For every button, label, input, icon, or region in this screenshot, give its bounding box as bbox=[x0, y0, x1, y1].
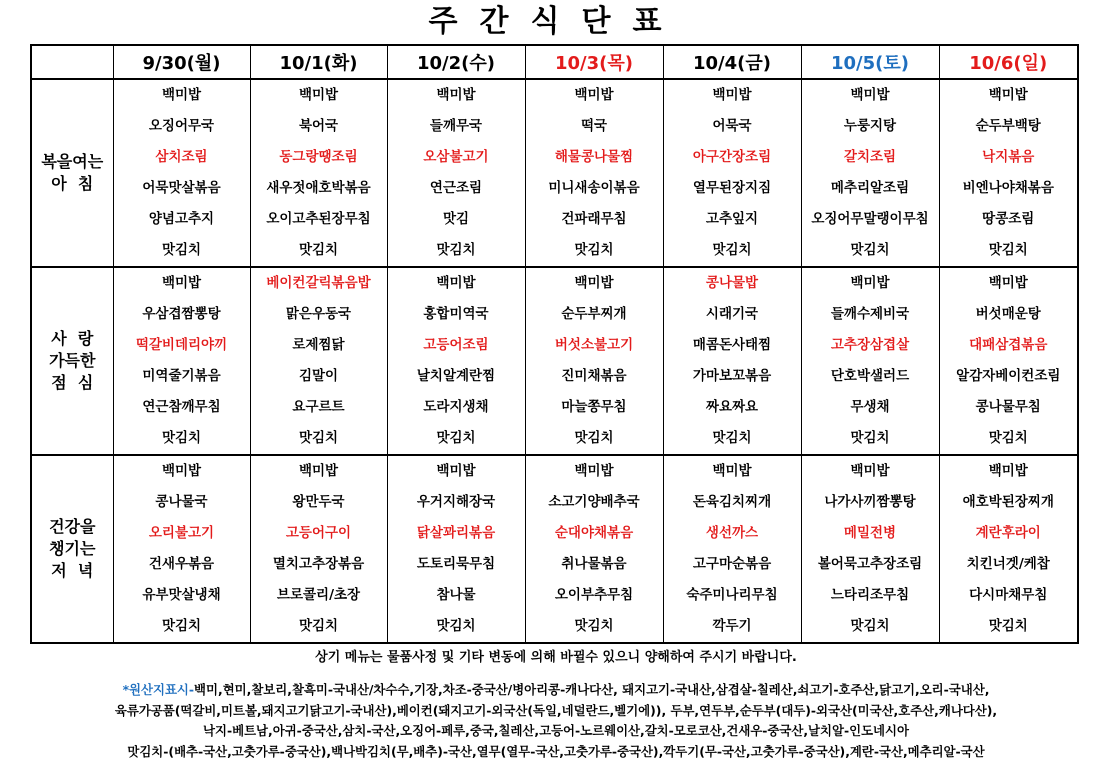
menu-row bbox=[31, 79, 1078, 111]
menu-item: 가마보꼬볶음 bbox=[663, 361, 801, 392]
menu-item: 맛김 bbox=[387, 204, 525, 235]
menu-item: 나가사끼짬뽕탕 bbox=[801, 487, 939, 518]
menu-item: 도라지생채 bbox=[387, 392, 525, 423]
menu-row bbox=[31, 611, 1078, 643]
menu-item: 떡국 bbox=[525, 111, 663, 142]
menu-item: 메추리알조림 bbox=[801, 173, 939, 204]
menu-row bbox=[31, 455, 1078, 487]
menu-item: 오이부추무침 bbox=[525, 580, 663, 611]
menu-item: 우삼겹짬뽕탕 bbox=[113, 299, 250, 330]
menu-item: 백미밥 bbox=[663, 455, 801, 487]
menu-item: 백미밥 bbox=[939, 455, 1078, 487]
menu-item: 어묵국 bbox=[663, 111, 801, 142]
menu-item: 맛김치 bbox=[939, 611, 1078, 643]
menu-item: 날치알계란찜 bbox=[387, 361, 525, 392]
menu-item: 돈육김치찌개 bbox=[663, 487, 801, 518]
day-header: 10/6(일) bbox=[939, 45, 1078, 79]
origin-line bbox=[10, 680, 1102, 701]
menu-item: 베이컨갈릭볶음밥 bbox=[250, 267, 387, 299]
meal-label-line: 복을여는 bbox=[41, 152, 104, 171]
day-header: 10/5(토) bbox=[801, 45, 939, 79]
menu-item: 백미밥 bbox=[939, 267, 1078, 299]
menu-item: 들깨수제비국 bbox=[801, 299, 939, 330]
menu-item: 단호박샐러드 bbox=[801, 361, 939, 392]
menu-item: 맛김치 bbox=[250, 423, 387, 455]
menu-item: 진미채볶음 bbox=[525, 361, 663, 392]
menu-item: 버섯매운탕 bbox=[939, 299, 1078, 330]
origin-line: 맛김치-(배추-국산,고춧가루-중국산),백나박김치(무,배추)-국산,열무(열무-국산,고춧가루-중국산),깍두기(무-국산,고춧가루-중국산),계란-국산,메추리알-국산 bbox=[127, 743, 985, 759]
menu-row bbox=[31, 361, 1078, 392]
menu-item: 연근참깨무침 bbox=[113, 392, 250, 423]
menu-item: 우거지해장국 bbox=[387, 487, 525, 518]
menu-item: 요구르트 bbox=[250, 392, 387, 423]
menu-row bbox=[31, 111, 1078, 142]
menu-item: 치킨너겟/케찹 bbox=[939, 549, 1078, 580]
menu-item: 계란후라이 bbox=[939, 518, 1078, 549]
day-header: 10/4(금) bbox=[663, 45, 801, 79]
menu-item: 짜요짜요 bbox=[663, 392, 801, 423]
menu-item: 맛김치 bbox=[387, 423, 525, 455]
menu-item: 맛김치 bbox=[663, 235, 801, 267]
page-title: 주간식단표 bbox=[428, 4, 684, 39]
menu-item: 건파래무침 bbox=[525, 204, 663, 235]
meal-label-line: 건강을 bbox=[49, 517, 96, 536]
menu-item: 북어국 bbox=[250, 111, 387, 142]
menu-item: 깍두기 bbox=[663, 611, 801, 643]
menu-item: 애호박된장찌개 bbox=[939, 487, 1078, 518]
menu-row bbox=[31, 173, 1078, 204]
menu-item: 동그랑땡조림 bbox=[250, 142, 387, 173]
menu-item: 백미밥 bbox=[525, 79, 663, 111]
menu-item: 미니새송이볶음 bbox=[525, 173, 663, 204]
meal-label bbox=[31, 79, 113, 267]
menu-item: 숙주미나리무침 bbox=[663, 580, 801, 611]
menu-item: 어묵맛살볶음 bbox=[113, 173, 250, 204]
meal-label-line: 가득한 bbox=[49, 351, 96, 370]
menu-item: 아구간장조림 bbox=[663, 142, 801, 173]
menu-item: 소고기양배추국 bbox=[525, 487, 663, 518]
menu-item: 땅콩조림 bbox=[939, 204, 1078, 235]
menu-item: 백미밥 bbox=[113, 455, 250, 487]
menu-item: 열무된장지짐 bbox=[663, 173, 801, 204]
corner-cell bbox=[31, 45, 113, 79]
menu-item: 맛김치 bbox=[113, 235, 250, 267]
meal-label-line: 아 침 bbox=[51, 174, 94, 193]
menu-item: 무생채 bbox=[801, 392, 939, 423]
menu-item: 콩나물국 bbox=[113, 487, 250, 518]
menu-item: 맛김치 bbox=[525, 611, 663, 643]
menu-item: 백미밥 bbox=[250, 79, 387, 111]
menu-item: 로제찜닭 bbox=[250, 330, 387, 361]
menu-item: 맛김치 bbox=[939, 235, 1078, 267]
menu-item: 느타리조무침 bbox=[801, 580, 939, 611]
origin-line: 육류가공품(떡갈비,미트볼,돼지고기닭고기-국내산),베이컨(돼지고기-외국산(독일,네덜란드,벨기에)), 두부,연두부,순두부(대두)-외국산(미국산,호주산,캐나다산), bbox=[114, 702, 998, 718]
meal-label-line: 점 심 bbox=[51, 373, 94, 392]
menu-item: 들깨무국 bbox=[387, 111, 525, 142]
menu-item: 맛김치 bbox=[801, 235, 939, 267]
menu-item: 메밀전병 bbox=[801, 518, 939, 549]
menu-item: 참나물 bbox=[387, 580, 525, 611]
day-header: 9/30(월) bbox=[113, 45, 250, 79]
menu-item: 홍합미역국 bbox=[387, 299, 525, 330]
menu-item: 연근조림 bbox=[387, 173, 525, 204]
menu-item: 시래기국 bbox=[663, 299, 801, 330]
menu-item: 백미밥 bbox=[250, 455, 387, 487]
menu-item: 백미밥 bbox=[387, 79, 525, 111]
menu-item: 백미밥 bbox=[113, 79, 250, 111]
meal-label-line: 저 녁 bbox=[51, 561, 94, 580]
menu-item: 맑은우동국 bbox=[250, 299, 387, 330]
menu-item: 맛김치 bbox=[525, 235, 663, 267]
day-header: 10/1(화) bbox=[250, 45, 387, 79]
menu-item: 양념고추지 bbox=[113, 204, 250, 235]
menu-item: 오징어무국 bbox=[113, 111, 250, 142]
menu-row bbox=[31, 549, 1078, 580]
menu-item: 대패삼겹볶음 bbox=[939, 330, 1078, 361]
menu-item: 비엔나야채볶음 bbox=[939, 173, 1078, 204]
menu-item: 맛김치 bbox=[250, 235, 387, 267]
menu-item: 오삼불고기 bbox=[387, 142, 525, 173]
menu-item: 멸치고추장볶음 bbox=[250, 549, 387, 580]
menu-row bbox=[31, 267, 1078, 299]
menu-item: 맛김치 bbox=[525, 423, 663, 455]
menu-item: 백미밥 bbox=[525, 267, 663, 299]
menu-item: 백미밥 bbox=[113, 267, 250, 299]
menu-row bbox=[31, 392, 1078, 423]
origin-line: 낙지-베트남,아귀-중국산,삼치-국산,오징어-페루,중국,칠레산,고등어-노르웨이산,갈치-모로코산,건새우-중국산,날치알-인도네시아 bbox=[203, 723, 909, 738]
day-header: 10/3(목) bbox=[525, 45, 663, 79]
menu-item: 해물콩나물찜 bbox=[525, 142, 663, 173]
menu-item: 맛김치 bbox=[250, 611, 387, 643]
menu-body bbox=[31, 79, 1078, 643]
menu-row bbox=[31, 423, 1078, 455]
menu-item: 맛김치 bbox=[801, 611, 939, 643]
meal-label-line: 챙기는 bbox=[49, 539, 96, 558]
menu-item: 브로콜리/초장 bbox=[250, 580, 387, 611]
menu-item: 순대야채볶음 bbox=[525, 518, 663, 549]
footer-note: 상기 메뉴는 물품사정 및 기타 변동에 의해 바뀔수 있으니 양해하여 주시기 바랍니다. bbox=[315, 650, 797, 665]
menu-item: 백미밥 bbox=[801, 267, 939, 299]
menu-item: 매콤돈사태찜 bbox=[663, 330, 801, 361]
menu-item: 백미밥 bbox=[801, 79, 939, 111]
menu-row bbox=[31, 518, 1078, 549]
menu-row bbox=[31, 580, 1078, 611]
menu-item: 콩나물밥 bbox=[663, 267, 801, 299]
menu-item: 볼어묵고추장조림 bbox=[801, 549, 939, 580]
menu-item: 알감자베이컨조림 bbox=[939, 361, 1078, 392]
menu-item: 순두부찌개 bbox=[525, 299, 663, 330]
origin-label: *원산지표시- bbox=[122, 682, 195, 697]
menu-item: 건새우볶음 bbox=[113, 549, 250, 580]
menu-item: 맛김치 bbox=[113, 423, 250, 455]
menu-item: 오리불고기 bbox=[113, 518, 250, 549]
menu-item: 김말이 bbox=[250, 361, 387, 392]
menu-item: 낙지볶음 bbox=[939, 142, 1078, 173]
menu-item: 오징어무말랭이무침 bbox=[801, 204, 939, 235]
menu-row bbox=[31, 204, 1078, 235]
menu-row bbox=[31, 487, 1078, 518]
day-header-row bbox=[31, 45, 1078, 79]
menu-row bbox=[31, 299, 1078, 330]
day-header: 10/2(수) bbox=[387, 45, 525, 79]
menu-row bbox=[31, 330, 1078, 361]
menu-item: 다시마채무침 bbox=[939, 580, 1078, 611]
menu-item: 맛김치 bbox=[939, 423, 1078, 455]
menu-item: 도토리묵무침 bbox=[387, 549, 525, 580]
menu-item: 고추장삼겹살 bbox=[801, 330, 939, 361]
menu-item: 맛김치 bbox=[113, 611, 250, 643]
menu-item: 맛김치 bbox=[387, 611, 525, 643]
menu-item: 새우젓애호박볶음 bbox=[250, 173, 387, 204]
menu-row bbox=[31, 235, 1078, 267]
menu-item: 백미밥 bbox=[387, 267, 525, 299]
menu-item: 삼치조림 bbox=[113, 142, 250, 173]
meal-label-line: 사 랑 bbox=[51, 329, 94, 348]
menu-item: 맛김치 bbox=[387, 235, 525, 267]
menu-item: 유부맛살냉채 bbox=[113, 580, 250, 611]
meal-label bbox=[31, 267, 113, 455]
menu-item: 오이고추된장무침 bbox=[250, 204, 387, 235]
menu-item: 생선까스 bbox=[663, 518, 801, 549]
menu-item: 버섯소불고기 bbox=[525, 330, 663, 361]
menu-item: 미역줄기볶음 bbox=[113, 361, 250, 392]
menu-item: 콩나물무침 bbox=[939, 392, 1078, 423]
menu-item: 갈치조림 bbox=[801, 142, 939, 173]
menu-item: 백미밥 bbox=[525, 455, 663, 487]
menu-item: 맛김치 bbox=[801, 423, 939, 455]
menu-item: 백미밥 bbox=[663, 79, 801, 111]
meal-label bbox=[31, 455, 113, 643]
menu-item: 순두부백탕 bbox=[939, 111, 1078, 142]
menu-row bbox=[31, 142, 1078, 173]
weekly-menu-table bbox=[30, 44, 1079, 644]
menu-item: 떡갈비데리야끼 bbox=[113, 330, 250, 361]
origin-info bbox=[10, 680, 1102, 762]
menu-item: 고등어조림 bbox=[387, 330, 525, 361]
menu-item: 고추잎지 bbox=[663, 204, 801, 235]
menu-item: 왕만두국 bbox=[250, 487, 387, 518]
menu-item: 취나물볶음 bbox=[525, 549, 663, 580]
menu-item: 백미밥 bbox=[801, 455, 939, 487]
menu-item: 고구마순볶음 bbox=[663, 549, 801, 580]
menu-item: 마늘쫑무침 bbox=[525, 392, 663, 423]
menu-item: 고등어구이 bbox=[250, 518, 387, 549]
origin-text: 백미,현미,찰보리,찰흑미-국내산/차수수,기장,차조-중국산/병아리콩-캐나다산, 돼지고기-국내산,삼겹살-칠레산,쇠고기-호주산,닭고기,오리-국내산, bbox=[194, 682, 990, 697]
menu-item: 맛김치 bbox=[663, 423, 801, 455]
menu-item: 닭살꽈리볶음 bbox=[387, 518, 525, 549]
menu-item: 백미밥 bbox=[387, 455, 525, 487]
menu-item: 누룽지탕 bbox=[801, 111, 939, 142]
menu-item: 백미밥 bbox=[939, 79, 1078, 111]
